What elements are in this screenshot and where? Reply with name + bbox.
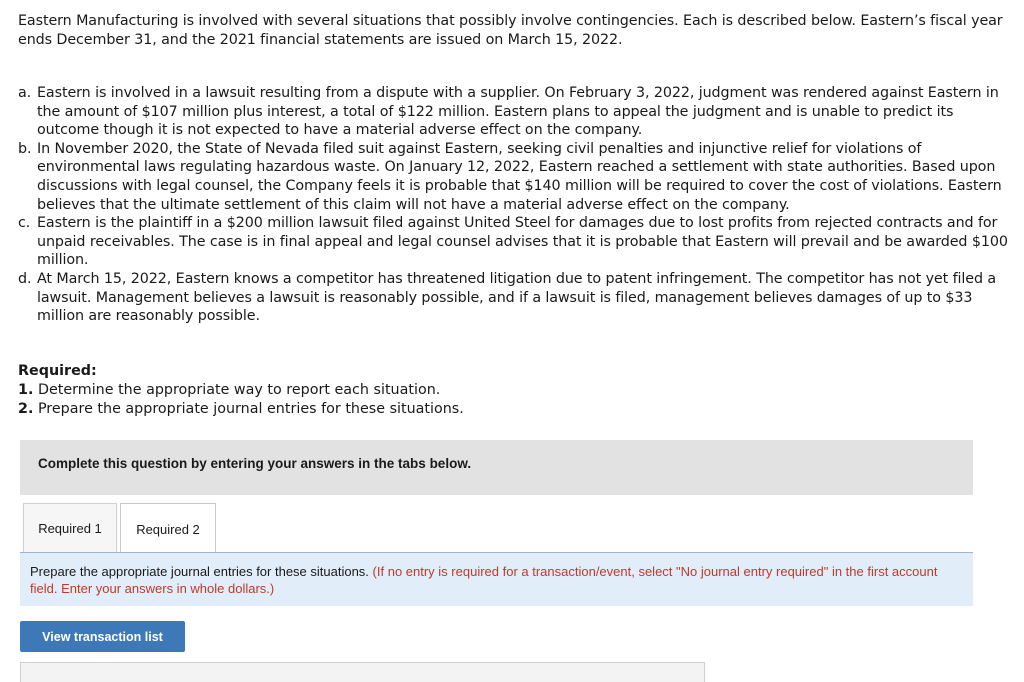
situation-item-a: [18, 84, 1008, 140]
situation-item-d: [18, 270, 1008, 326]
banner-text: Complete this question by entering your answers in the tabs below.: [38, 456, 472, 471]
situation-text: Eastern is the plaintiff in a $200 million lawsuit filed against United Steel for damages due to lost profits from rejected contracts and for unpaid receivables. The case is in final appeal and legal counsel advises that it is probable that Eastern will prevail and be awarded $100 million.: [37, 215, 1008, 269]
tab-instructions: [20, 553, 973, 606]
instructions-banner: [20, 440, 973, 495]
situation-text: In November 2020, the State of Nevada filed suit against Eastern, seeking civil penalties and injunctive relief for violations of environmental laws regulating hazardous waste. On January 12, 2022, Eastern reached a settlement with state authorities. Based upon discussions with legal counsel, the Company feels it is probable that $140 million will be required to cover the cost of violations. Eastern believes that the ultimate settlement of this claim will not have a material adverse effect on the company.: [37, 140, 1002, 213]
tab-required-2[interactable]: Required 2: [120, 503, 216, 554]
tab-required-1[interactable]: Required 1: [23, 503, 117, 552]
situation-text: At March 15, 2022, Eastern knows a competitor has threatened litigation due to patent infringement. The competitor has not yet filed a lawsuit. Management believes a lawsuit is reasonably possible, and if a lawsuit is filed, management believes damages of up to $33 million are reasonably possible.: [37, 270, 997, 325]
situation-letter: a.: [18, 85, 32, 101]
situations-list: [18, 84, 1008, 326]
instruction-note: (If no entry is required for a transaction/event, select "No journal entry required" in the first account field. Enter your answers in whole dollars.): [30, 564, 938, 596]
required-heading: Required:: [18, 363, 97, 379]
situation-letter: c.: [18, 215, 31, 232]
view-transaction-list-button[interactable]: View transaction list: [20, 621, 185, 652]
required-text: Determine the appropriate way to report each situation.: [37, 382, 441, 398]
required-item-2: [18, 400, 918, 419]
required-number: 2.: [18, 401, 34, 417]
intro-paragraph: Eastern Manufacturing is involved with several situations that possibly involve contingencies. Each is described below. Eastern’s fiscal year ends December 31, and the 2021 financial statements are issued on March 15, 2022.: [18, 13, 1003, 48]
tab-bar: [20, 503, 973, 553]
situation-item-c: [18, 214, 1008, 270]
situation-item-b: [18, 140, 1008, 214]
journal-entry-panel: [20, 662, 705, 682]
situation-letter: b.: [18, 140, 32, 157]
situation-text: Eastern is involved in a lawsuit resulting from a dispute with a supplier. On February 3, 2022, judgment was rendered against Eastern in the amount of $107 million plus interest, a total of $122 million. Eastern plans to appeal the judgment and is unable to predict its outcome though it is not expected to have a material adverse effect on the company.: [37, 85, 999, 139]
required-number: 1.: [18, 382, 34, 398]
situation-letter: d.: [18, 270, 32, 287]
required-text: Prepare the appropriate journal entries for these situations.: [37, 401, 464, 417]
required-section: [18, 362, 918, 419]
required-item-1: [18, 381, 918, 400]
instruction-main: Prepare the appropriate journal entries for these situations.: [30, 564, 369, 579]
